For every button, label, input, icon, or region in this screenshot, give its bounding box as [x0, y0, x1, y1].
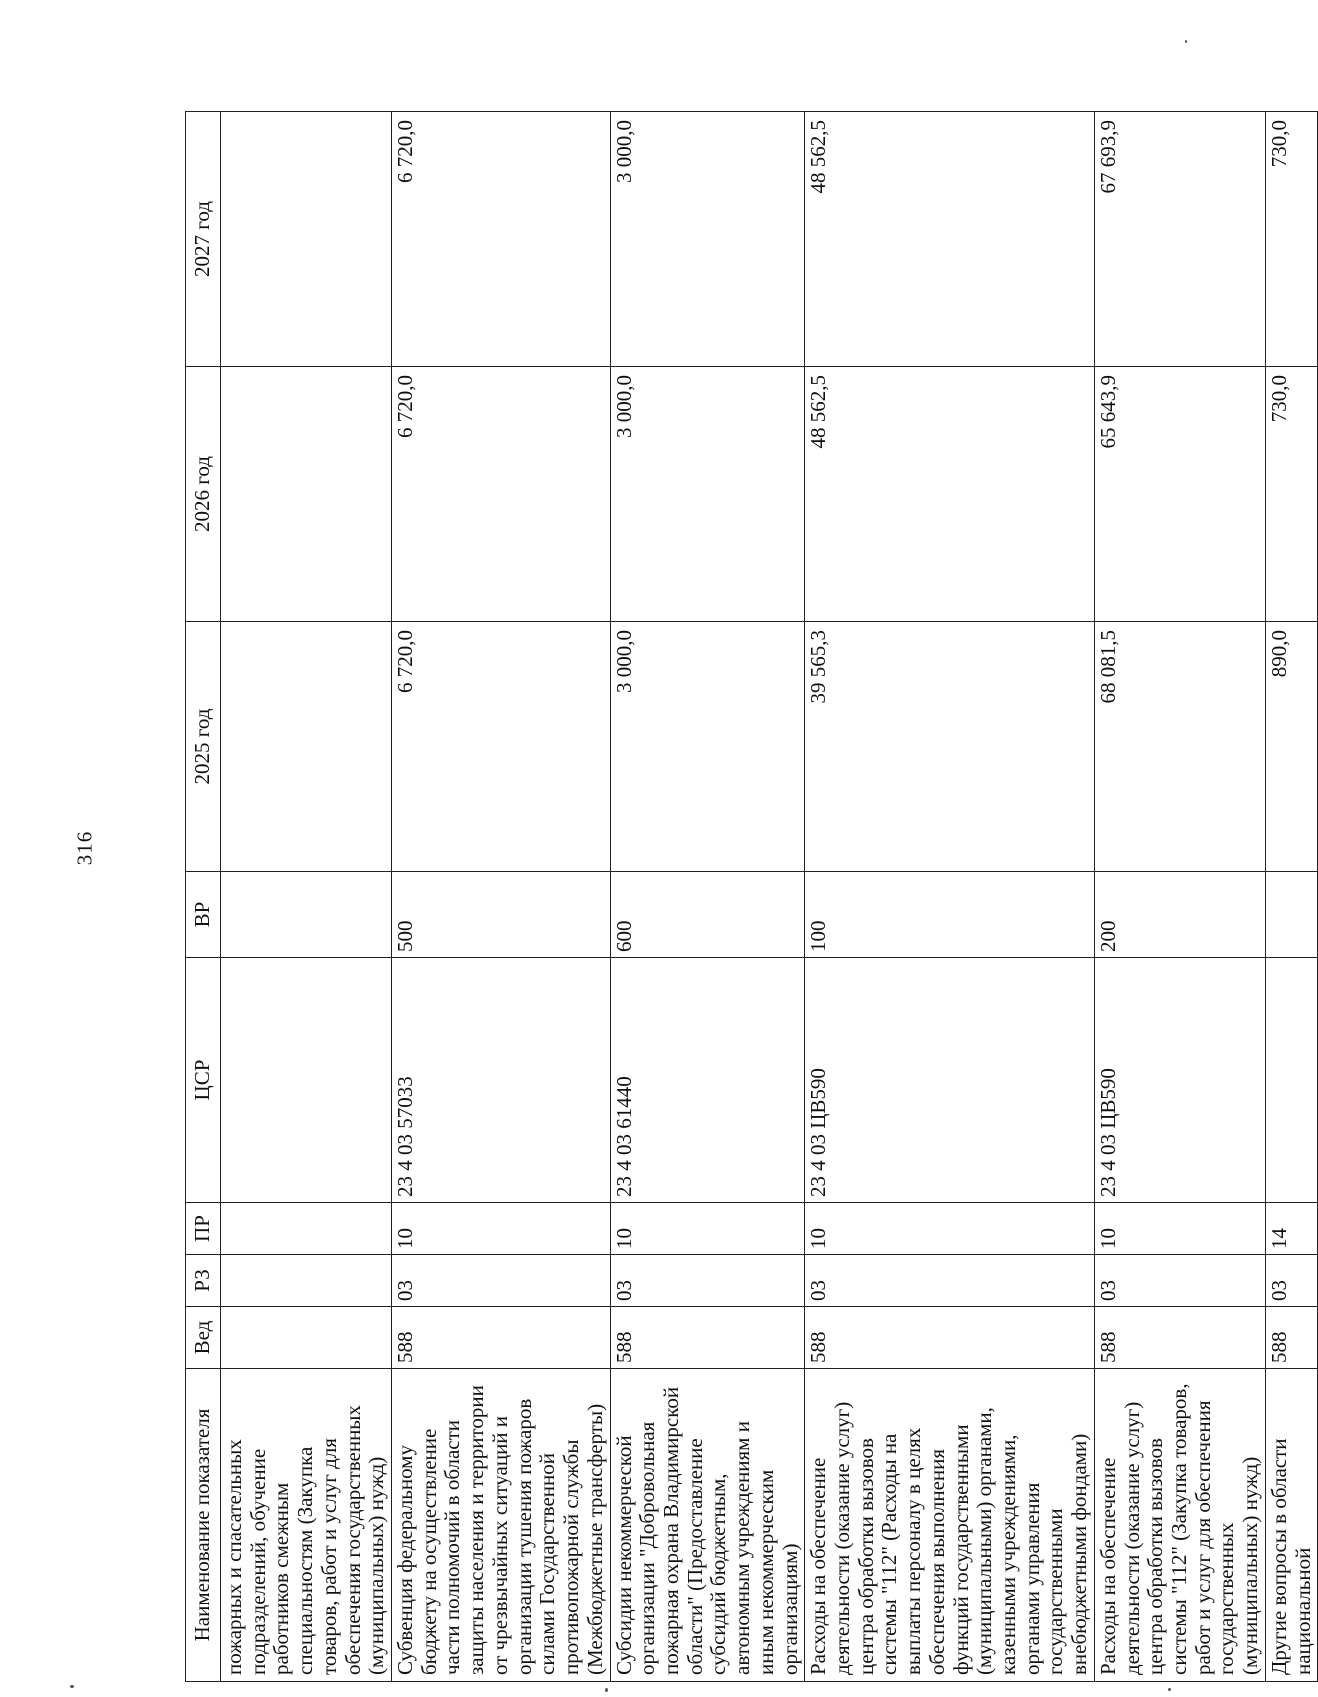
cell-vr: 500 [392, 872, 610, 958]
cell-2025: 68 081,5 [1094, 622, 1265, 872]
cell-rz: 03 [805, 1255, 1095, 1307]
cell-2027: 730,0 [1265, 112, 1317, 367]
cell-pr: 10 [805, 1203, 1095, 1255]
cell-rz: 03 [392, 1255, 610, 1307]
cell-pr: 10 [392, 1203, 610, 1255]
cell-csr: 23 4 03 57033 [392, 958, 610, 1203]
cell-ved: 588 [805, 1307, 1095, 1369]
scan-speck [70, 1685, 74, 1688]
table-row [1094, 112, 1265, 1682]
cell-2026: 65 643,9 [1094, 367, 1265, 622]
table-row [610, 112, 805, 1682]
cell-vr [1265, 872, 1317, 958]
cell-2026: 730,0 [1265, 367, 1317, 622]
cell-csr: 23 4 03 ЦВ590 [1094, 958, 1265, 1203]
cell-2027 [221, 112, 392, 367]
cell-ved [221, 1307, 392, 1369]
cell-2025 [221, 622, 392, 872]
cell-ved: 588 [392, 1307, 610, 1369]
cell-csr: 23 4 03 61440 [610, 958, 805, 1203]
cell-vr: 100 [805, 872, 1095, 958]
header-csr: ЦСР [186, 958, 221, 1203]
cell-2026 [221, 367, 392, 622]
header-2026: 2026 год [186, 367, 221, 622]
scan-speck [1168, 1688, 1171, 1691]
cell-2027: 67 693,9 [1094, 112, 1265, 367]
cell-name: Расходы на обеспечение деятельности (оказание услуг) центра обработки вызовов системы "112" (Закупка товаров, работ и услуг для обеспечения государственных (муниципальных) нужд) [1094, 1369, 1265, 1682]
cell-name: Субсидии некоммерческой организации "Добровольная пожарная охрана Владимирской области" (Предоставление субсидий бюджетным, автономным учреждениям и иным некоммерческим организациям) [610, 1369, 805, 1682]
header-2027: 2027 год [186, 112, 221, 367]
header-vr: ВР [186, 872, 221, 958]
cell-name: Другие вопросы в области национальной [1265, 1369, 1317, 1682]
scan-speck [605, 1688, 608, 1692]
scan-speck [1185, 40, 1187, 43]
cell-ved: 588 [1265, 1307, 1317, 1369]
cell-ved: 588 [610, 1307, 805, 1369]
budget-table [185, 111, 1318, 1682]
cell-2027: 48 562,5 [805, 112, 1095, 367]
page-number: 316 [72, 830, 97, 866]
cell-pr: 10 [610, 1203, 805, 1255]
cell-rz: 03 [610, 1255, 805, 1307]
header-pr: ПР [186, 1203, 221, 1255]
cell-2025: 3 000,0 [610, 622, 805, 872]
cell-csr [221, 958, 392, 1203]
cell-rz [221, 1255, 392, 1307]
cell-2026: 3 000,0 [610, 367, 805, 622]
table-header-row [186, 112, 221, 1682]
cell-rz: 03 [1265, 1255, 1317, 1307]
cell-2025: 6 720,0 [392, 622, 610, 872]
table-row [392, 112, 610, 1682]
cell-2026: 48 562,5 [805, 367, 1095, 622]
table-row [1265, 112, 1317, 1682]
cell-2026: 6 720,0 [392, 367, 610, 622]
cell-ved: 588 [1094, 1307, 1265, 1369]
cell-name: Субвенция федеральному бюджету на осуществление части полномочий в области защиты населения и территории от чрезвычайных ситуаций и организации тушения пожаров силами Государственной противопожарной службы (Межбюджетные трансферты) [392, 1369, 610, 1682]
cell-pr [221, 1203, 392, 1255]
cell-csr [1265, 958, 1317, 1203]
header-ved: Вед [186, 1307, 221, 1369]
cell-csr: 23 4 03 ЦВ590 [805, 958, 1095, 1203]
cell-pr: 14 [1265, 1203, 1317, 1255]
table-row [221, 112, 392, 1682]
cell-name: пожарных и спасательных подразделений, обучение работников смежным специальностям (Закупка товаров, работ и услуг для обеспечения государственных (муниципальных) нужд) [221, 1369, 392, 1682]
budget-table-container [185, 112, 1315, 1682]
cell-vr: 200 [1094, 872, 1265, 958]
header-rz: РЗ [186, 1255, 221, 1307]
cell-rz: 03 [1094, 1255, 1265, 1307]
cell-2027: 3 000,0 [610, 112, 805, 367]
header-name: Наименование показателя [186, 1369, 221, 1682]
header-2025: 2025 год [186, 622, 221, 872]
cell-name: Расходы на обеспечение деятельности (оказание услуг) центра обработки вызовов системы "112" (Расходы на выплаты персоналу в целях обеспечения выполнения функций государственными (муниципальными) органами, казенными учреждениями, органами управления государственными внебюджетными фондами) [805, 1369, 1095, 1682]
cell-2025: 890,0 [1265, 622, 1317, 872]
cell-vr: 600 [610, 872, 805, 958]
cell-vr [221, 872, 392, 958]
table-row [805, 112, 1095, 1682]
cell-2025: 39 565,3 [805, 622, 1095, 872]
cell-pr: 10 [1094, 1203, 1265, 1255]
cell-2027: 6 720,0 [392, 112, 610, 367]
